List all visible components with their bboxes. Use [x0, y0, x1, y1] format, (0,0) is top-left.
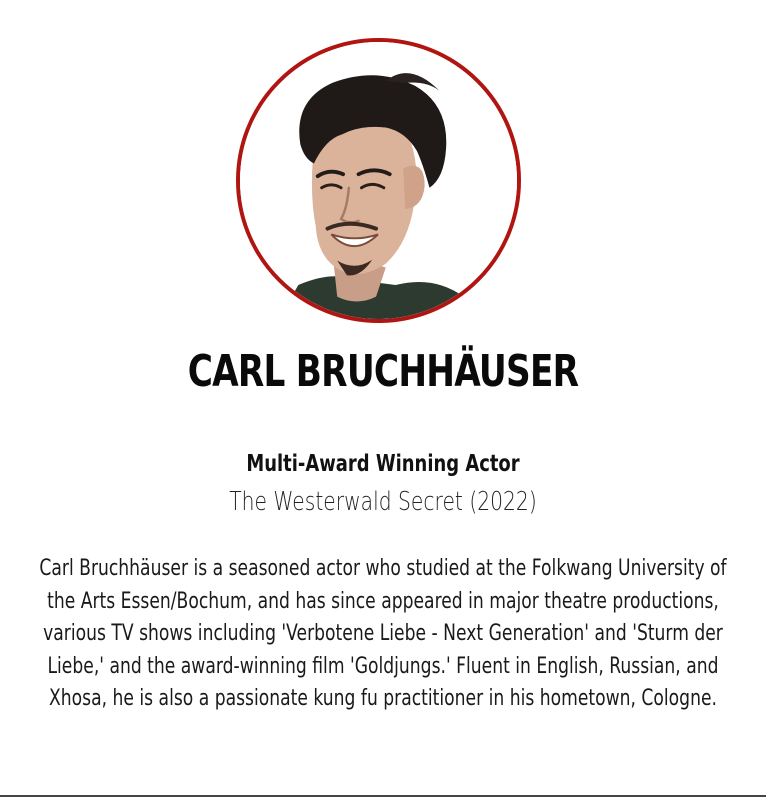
avatar [236, 38, 521, 323]
featured-film: The Westerwald Secret (2022) [229, 487, 537, 517]
actor-role: Multi-Award Winning Actor [246, 451, 520, 477]
portrait-image [240, 42, 517, 319]
actor-name: CARL BRUCHHÄUSER [187, 346, 579, 397]
actor-bio-text: Carl Bruchhäuser is a seasoned actor who studied at the Folkwang University of the Arts Essen/Bochum, and has since appeared in major theatre productions, various TV shows including 'Verbotene Liebe - Next Generation' and 'Sturm der Liebe,' and the award-winning film 'Goldjungs.' Fluent in English, Russian, and Xhosa, he is also a passionate kung fu practitioner in his hometown, Cologne. [39, 556, 727, 711]
divider [0, 795, 766, 797]
actor-bio [33, 553, 733, 716]
